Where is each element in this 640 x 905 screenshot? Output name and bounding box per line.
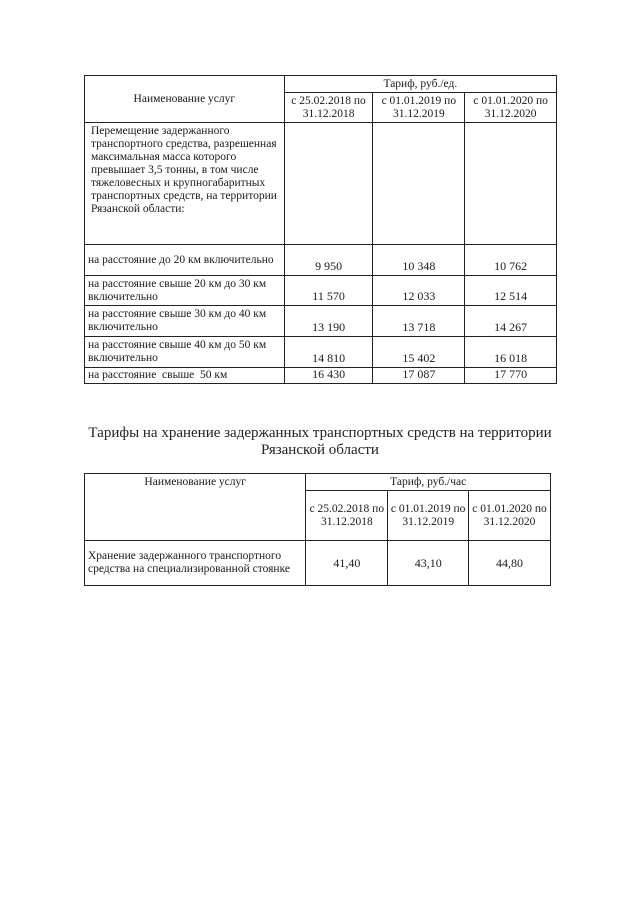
table-row bbox=[85, 541, 551, 586]
header-period-2018: с 25.02.2018 по 31.12.2018 bbox=[306, 491, 388, 541]
row-value-2020: 17 770 bbox=[465, 368, 557, 384]
header-tariff: Тариф, руб./час bbox=[306, 474, 551, 491]
table-row bbox=[85, 306, 557, 337]
header-period-2020: с 01.01.2020 по 31.12.2020 bbox=[465, 93, 557, 123]
row-value-2020: 16 018 bbox=[465, 337, 557, 368]
row-value-2018: 14 810 bbox=[284, 337, 373, 368]
row-value-2020: 12 514 bbox=[465, 276, 557, 306]
row-service-name: на расстояние свыше 30 км до 40 км включительно bbox=[85, 306, 285, 337]
row-value-2019: 12 033 bbox=[373, 276, 465, 306]
row-value-2018: 9 950 bbox=[284, 245, 373, 276]
empty-cell bbox=[373, 123, 465, 245]
header-service-name: Наименование услуг bbox=[85, 474, 306, 541]
row-value-2019: 15 402 bbox=[373, 337, 465, 368]
table-row bbox=[85, 368, 557, 384]
row-service-name: на расстояние до 20 км включительно bbox=[85, 245, 285, 276]
header-period-2019: с 01.01.2019 по 31.12.2019 bbox=[373, 93, 465, 123]
empty-cell bbox=[465, 123, 557, 245]
row-value-2018: 11 570 bbox=[284, 276, 373, 306]
row-value-2020: 10 762 bbox=[465, 245, 557, 276]
row-value-2020: 44,80 bbox=[469, 541, 551, 586]
empty-cell bbox=[284, 123, 373, 245]
row-value-2018: 41,40 bbox=[306, 541, 388, 586]
row-value-2020: 14 267 bbox=[465, 306, 557, 337]
row-service-name: на расстояние свыше 40 км до 50 км включительно bbox=[85, 337, 285, 368]
towing-tariff-table bbox=[84, 75, 557, 384]
row-value-2019: 17 087 bbox=[373, 368, 465, 384]
storage-tariff-table bbox=[84, 473, 551, 586]
row-service-name: на расстояние свыше 50 км bbox=[85, 368, 285, 384]
row-service-name: на расстояние свыше 20 км до 30 км включительно bbox=[85, 276, 285, 306]
section-title: Тарифы на хранение задержанных транспортных средств на территории Рязанской области bbox=[88, 425, 552, 458]
row-value-2018: 13 190 bbox=[284, 306, 373, 337]
table-row bbox=[85, 337, 557, 368]
header-period-2019: с 01.01.2019 по 31.12.2019 bbox=[388, 491, 469, 541]
header-service-name: Наименование услуг bbox=[85, 76, 285, 123]
table-row bbox=[85, 276, 557, 306]
row-value-2019: 43,10 bbox=[388, 541, 469, 586]
row-value-2019: 13 718 bbox=[373, 306, 465, 337]
header-period-2020: с 01.01.2020 по 31.12.2020 bbox=[469, 491, 551, 541]
row-value-2019: 10 348 bbox=[373, 245, 465, 276]
row-value-2018: 16 430 bbox=[284, 368, 373, 384]
service-intro: Перемещение задержанного транспортного средства, разрешенная максимальная масса которого превышает 3,5 тонны, в том числе тяжеловесных и крупногабаритных транспортных средств, на территории Рязанской области: bbox=[85, 123, 285, 245]
table-row bbox=[85, 245, 557, 276]
row-service-name: Хранение задержанного транспортного средства на специализированной стоянке bbox=[85, 541, 306, 586]
header-period-2018: с 25.02.2018 по 31.12.2018 bbox=[284, 93, 373, 123]
header-tariff: Тариф, руб./ед. bbox=[284, 76, 556, 93]
